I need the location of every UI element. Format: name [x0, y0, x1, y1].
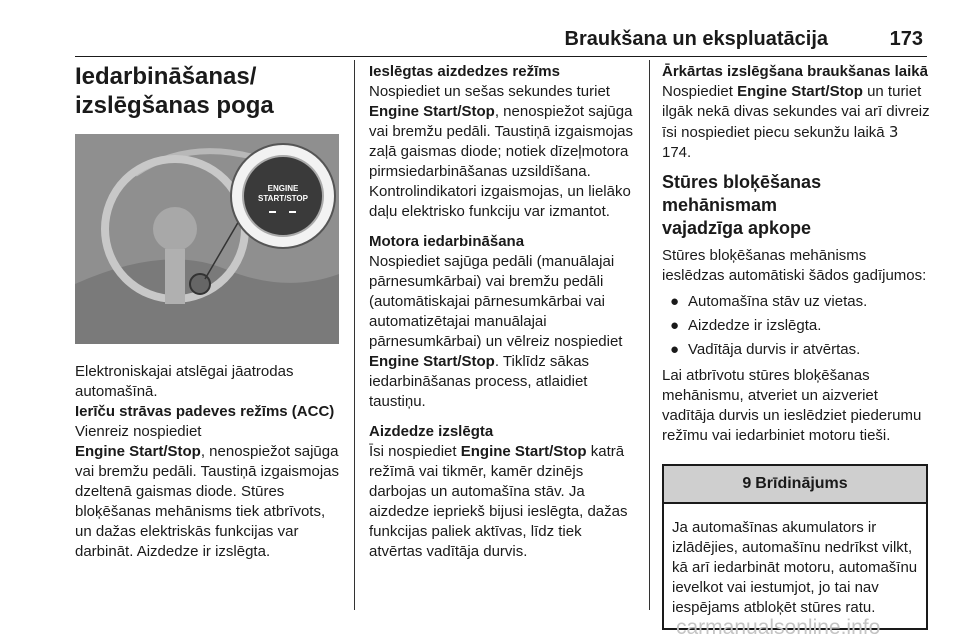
acc-paragraph: Vienreiz nospiediet Engine Start/Stop, nenospiežot sajūga vai bremžu pedāli. Taustiņā izgaismojas dzeltenā gaismas diode. Stūres bloķēšanas mehānisms tiek atbrīvots, un dažas elektriskās funkcijas var darbināt. Aizdedze ir izslēgta. — [75, 423, 340, 560]
section-title-line2: izslēgšanas poga — [75, 92, 274, 119]
ignition-off-heading: Aizdedze izslēgta — [369, 423, 494, 440]
warning-icon: 9 — [742, 475, 752, 492]
figure-label-start-stop: START/STOP — [258, 194, 308, 203]
column-1 — [75, 62, 343, 562]
engine-start-stop-label: Engine Start/Stop — [369, 353, 495, 370]
chapter-title: Braukšana un ekspluatācija — [564, 28, 828, 50]
ignition-off-paragraph: Īsi nospiediet Engine Start/Stop katrā režīmā vai tikmēr, kamēr dzinējs darbojas un automašīna stāv. Ja aizdedze iepriekš bijusi ieslēgta, dažas funkcijas paliek aktīvas, līdz tiek atvērtas vadītāja durvis. — [369, 443, 628, 560]
column-2 — [369, 62, 637, 562]
watermark: carmanualsonline.info — [676, 616, 881, 639]
bullet-icon: ● — [670, 293, 680, 310]
page-header — [0, 0, 960, 60]
steering-lock-title: Stūres bloķēšanas mehānismam vajadzīga apkope — [662, 172, 822, 238]
engine-start-heading: Motora iedarbināšana — [369, 233, 525, 250]
ignition-on-paragraph: Nospiediet un sešas sekundes turiet Engine Start/Stop, nenospiežot sajūga vai bremžu pedāli. Taustiņā izgaismojas zaļā gaismas diode; notiek dīzeļmotora pirmsiedarbināšanas uzsildīšana. Kontrolindikatori izgaismojas, un lielāko daļu elektrisko funkciju var izmantot. — [369, 83, 634, 220]
engine-start-stop-label: Engine Start/Stop — [369, 103, 495, 120]
warning-text: Ja automašīnas akumulators ir izlādējies, automašīnu nedrīkst vilkt, kā arī iedarbināt motoru, automašīnu ievelkot vai iestumjot, jo tai nav iespējams atbloķēt stūres ratu. — [672, 519, 918, 616]
warning-header — [664, 466, 926, 504]
steering-lock-intro: Stūres bloķēšanas mehānisms ieslēdzas automātiski šādos gadījumos: — [662, 247, 927, 284]
column-3 — [662, 62, 930, 630]
dashboard-illustration — [75, 134, 339, 344]
warning-box — [662, 464, 928, 630]
page-reference[interactable]: 174. — [662, 144, 692, 161]
list-item: ● Automašīna stāv uz vietas. — [670, 293, 868, 310]
bullet-icon: ● — [670, 317, 680, 334]
column-divider-right — [649, 60, 650, 610]
engine-start-stop-label: Engine Start/Stop — [737, 83, 863, 100]
figure-label-engine: ENGINE — [267, 184, 299, 193]
engine-start-stop-label: Engine Start/Stop — [460, 443, 587, 460]
ignition-on-heading: Ieslēgtas aizdedzes režīms — [369, 63, 560, 80]
bullet-icon: ● — [670, 341, 680, 358]
engine-start-paragraph: Nospiediet sajūga pedāli (manuālajai pārnesumkārbai) vai bremžu pedāli (automātiskajai pārnesumkārbai vai automatizētajai manuālajai pārnesumkārbai) un vēlreiz nospiediet Engine Start/Stop. Tiklīdz sākas iedarbināšanas process, atlaidiet taustiņu. — [369, 253, 623, 410]
dashboard-drawing — [75, 134, 339, 344]
emergency-heading: Ārkārtas izslēgšana braukšanas laikā — [662, 63, 928, 80]
column-divider-left — [354, 60, 355, 610]
section-title-start-stop — [75, 62, 343, 120]
intro-paragraph: Elektroniskajai atslēgai jāatrodas automašīnā. — [75, 363, 294, 400]
steering-lock-release: Lai atbrīvotu stūres bloķēšanas mehānismu, atveriet un aizveriet vadītāja durvis un ieslēdziet piederumu režīmu vai iedarbiniet motoru tieši. — [662, 367, 922, 444]
list-item: ● Aizdedze ir izslēgta. — [670, 317, 822, 334]
page-reference-arrow-icon: 3 — [888, 123, 899, 141]
warning-title: Brīdinājums — [755, 475, 848, 492]
acc-heading: Ierīču strāvas padeves režīms (ACC) — [75, 403, 335, 420]
section-title-line1: Iedarbināšanas/ — [75, 63, 257, 90]
engine-start-stop-label: Engine Start/Stop — [75, 443, 201, 460]
emergency-paragraph: Nospiediet Engine Start/Stop un turiet ilgāk nekā divas sekundes vai arī divreiz īsi nospiediet piecu sekunžu laikā 3 174. — [662, 83, 930, 161]
steering-lock-conditions — [662, 292, 930, 360]
page-number: 173 — [889, 28, 923, 50]
header-rule — [75, 56, 927, 57]
list-item: ● Vadītāja durvis ir atvērtas. — [670, 341, 861, 358]
